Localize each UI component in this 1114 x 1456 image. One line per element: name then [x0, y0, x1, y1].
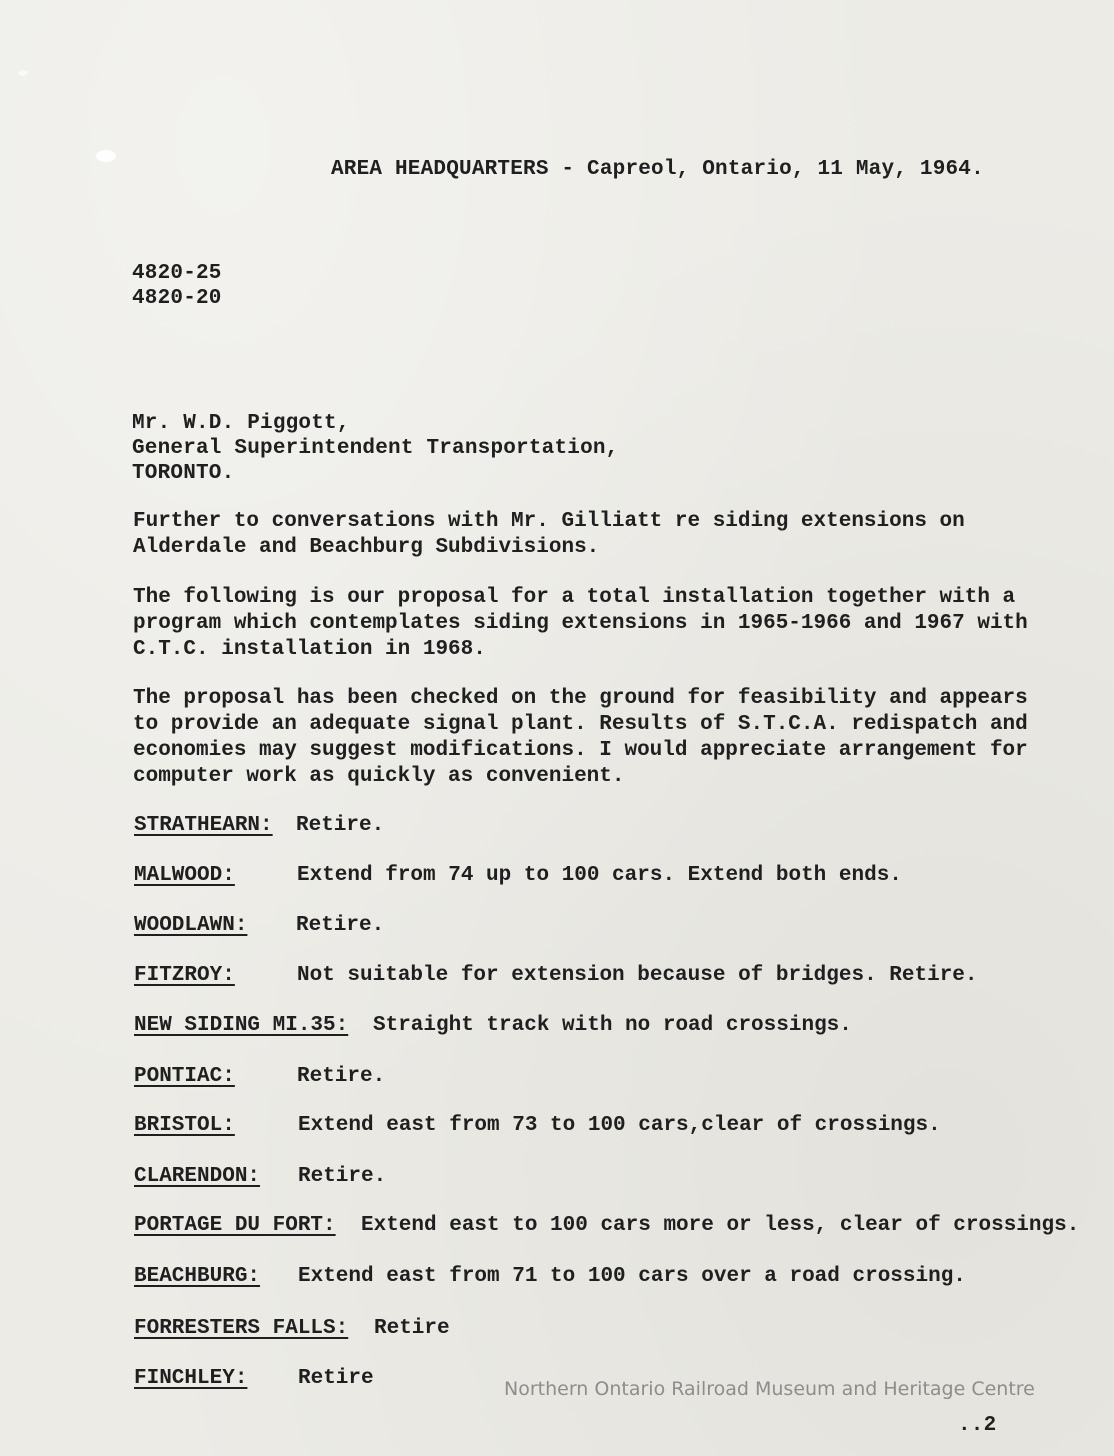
- siding-label: CLARENDON:: [134, 1165, 261, 1188]
- page-marker: ..2: [958, 1414, 997, 1437]
- body-paragraph: [133, 686, 1063, 790]
- paper-speck: [96, 150, 116, 162]
- siding-action: Extend east to 100 cars more or less, clear of crossings.: [361, 1214, 1080, 1237]
- siding-action: Not suitable for extension because of bridges. Retire.: [297, 964, 978, 987]
- siding-label: BRISTOL:: [134, 1114, 235, 1137]
- siding-action: Retire.: [297, 1065, 386, 1088]
- recipient-title: General Superintendent Transportation,: [132, 437, 619, 460]
- museum-watermark: Northern Ontario Railroad Museum and Heritage Centre: [504, 1378, 1035, 1400]
- body-paragraph: [133, 509, 1063, 561]
- paper-speck: [18, 70, 28, 76]
- letter-header: AREA HEADQUARTERS - Capreol, Ontario, 11 May, 1964.: [331, 158, 984, 181]
- paragraph-line: program which contemplates siding extensions in 1965-1966 and 1967 with: [133, 612, 1028, 635]
- siding-label: NEW SIDING MI.35:: [134, 1014, 349, 1037]
- siding-label: FITZROY:: [134, 964, 235, 987]
- siding-action: Retire: [374, 1317, 450, 1340]
- siding-action: Retire.: [298, 1165, 387, 1188]
- siding-label: PORTAGE DU FORT:: [134, 1214, 336, 1237]
- paragraph-line: The proposal has been checked on the ground for feasibility and appears: [133, 687, 1028, 710]
- siding-action: Retire.: [296, 914, 385, 937]
- siding-action: Retire.: [296, 814, 385, 837]
- siding-action: Extend from 74 up to 100 cars. Extend both ends.: [297, 864, 902, 887]
- siding-action: Straight track with no road crossings.: [373, 1014, 852, 1037]
- siding-label: PONTIAC:: [134, 1065, 235, 1088]
- paragraph-line: Further to conversations with Mr. Gilliatt re siding extensions on: [133, 510, 965, 533]
- siding-action: Extend east from 73 to 100 cars,clear of crossings.: [298, 1114, 941, 1137]
- body-paragraph: [133, 585, 1063, 663]
- siding-label: FORRESTERS FALLS:: [134, 1317, 349, 1340]
- siding-label: BEACHBURG:: [134, 1265, 261, 1288]
- file-reference: 4820-20: [132, 287, 222, 310]
- recipient-name: Mr. W.D. Piggott,: [132, 412, 350, 435]
- siding-label: FINCHLEY:: [134, 1367, 248, 1390]
- file-reference: 4820-25: [132, 262, 222, 285]
- siding-label: STRATHEARN:: [134, 814, 273, 837]
- paragraph-line: computer work as quickly as convenient.: [133, 765, 625, 788]
- paragraph-line: C.T.C. installation in 1968.: [133, 638, 486, 661]
- recipient-city: TORONTO.: [132, 462, 235, 485]
- paragraph-line: The following is our proposal for a total installation together with a: [133, 586, 1016, 609]
- siding-label: MALWOOD:: [134, 864, 235, 887]
- paragraph-line: economies may suggest modifications. I would appreciate arrangement for: [133, 739, 1028, 762]
- siding-action: Retire: [298, 1367, 374, 1390]
- paragraph-line: Alderdale and Beachburg Subdivisions.: [133, 536, 600, 559]
- siding-label: WOODLAWN:: [134, 914, 248, 937]
- paragraph-line: to provide an adequate signal plant. Results of S.T.C.A. redispatch and: [133, 713, 1028, 736]
- siding-action: Extend east from 71 to 100 cars over a road crossing.: [298, 1265, 966, 1288]
